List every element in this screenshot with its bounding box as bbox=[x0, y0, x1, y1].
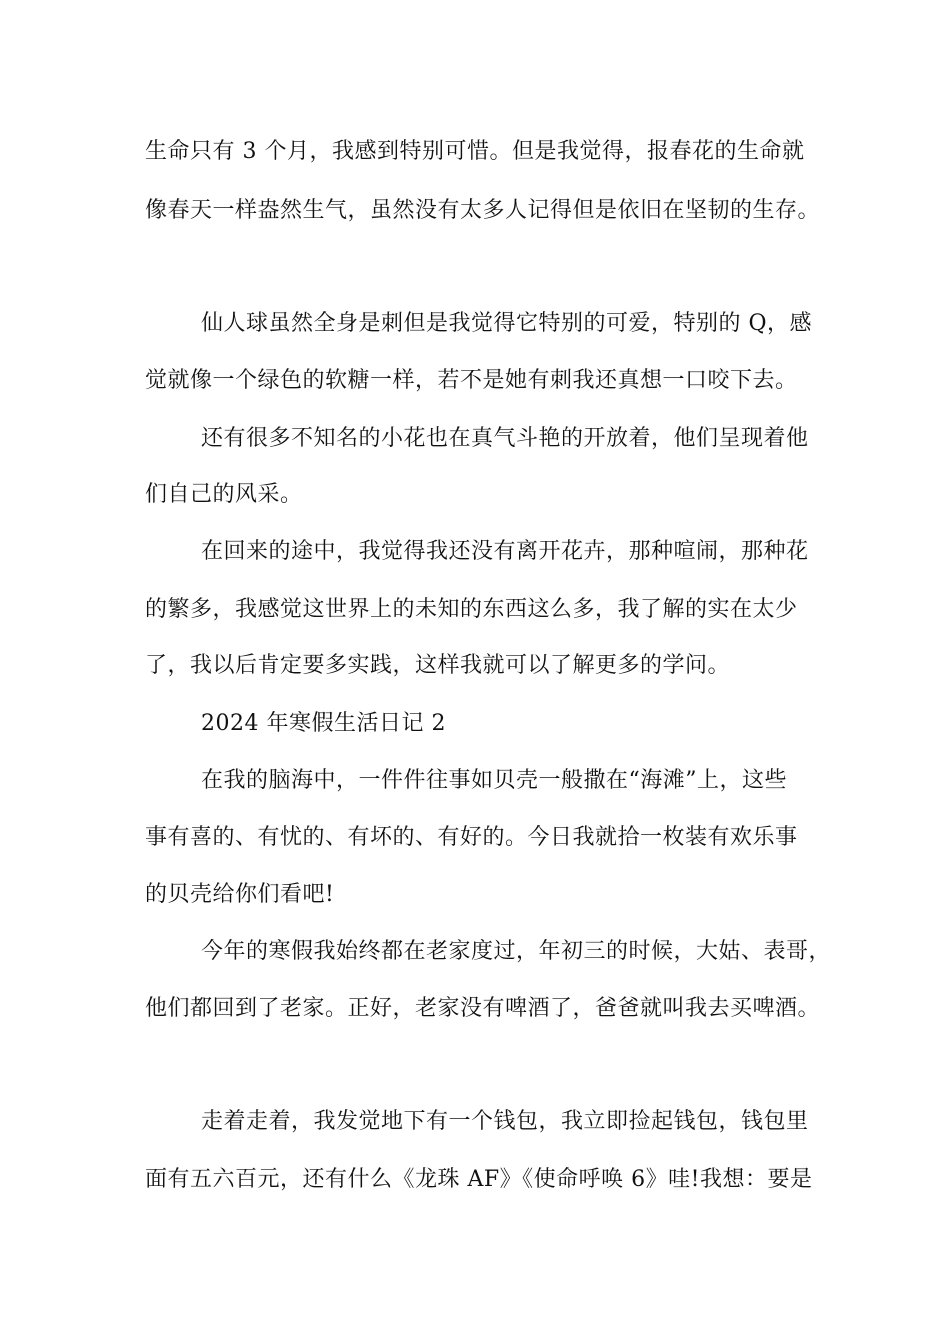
paragraph-7-line-2: 面有五六百元，还有什么《龙珠 AF》《使命呼唤 6》哇!我想：要是 bbox=[145, 1167, 813, 1192]
paragraph-7-line-1: 走着走着，我发觉地下有一个钱包，我立即捡起钱包，钱包里 bbox=[201, 1109, 809, 1134]
paragraph-3-line-1: 还有很多不知名的小花也在真气斗艳的开放着，他们呈现着他 bbox=[201, 426, 809, 451]
paragraph-3-line-2: 们自己的风采。 bbox=[145, 482, 303, 507]
paragraph-5-line-1: 在我的脑海中，一件件往事如贝壳一般撒在“海滩”上，这些 bbox=[201, 768, 787, 793]
paragraph-2-line-2: 觉就像一个绿色的软糖一样，若不是她有刺我还真想一口咬下去。 bbox=[145, 368, 798, 393]
paragraph-5-line-3: 的贝壳给你们看吧! bbox=[145, 882, 335, 907]
paragraph-2-line-1: 仙人球虽然全身是刺但是我觉得它特别的可爱，特别的 Q，感 bbox=[201, 311, 813, 336]
section-heading: 2024 年寒假生活日记 2 bbox=[201, 711, 446, 736]
paragraph-1-line-1: 生命只有 3 个月，我感到特别可惜。但是我觉得，报春花的生命就 bbox=[145, 139, 805, 164]
paragraph-4-line-2: 的繁多，我感觉这世界上的未知的东西这么多，我了解的实在太少 bbox=[145, 597, 798, 622]
paragraph-6-line-2: 他们都回到了老家。正好，老家没有啤酒了，爸爸就叫我去买啤酒。 bbox=[145, 996, 821, 1021]
paragraph-4-line-1: 在回来的途中，我觉得我还没有离开花卉，那种喧闹，那种花 bbox=[201, 539, 809, 564]
paragraph-1-line-2: 像春天一样盎然生气，虽然没有太多人记得但是依旧在坚韧的生存。 bbox=[145, 198, 821, 223]
paragraph-5-line-2: 事有喜的、有忧的、有坏的、有好的。今日我就拾一枚装有欢乐事 bbox=[145, 825, 798, 850]
paragraph-6-line-1: 今年的寒假我始终都在老家度过，年初三的时候，大姑、表哥， bbox=[201, 939, 832, 964]
paragraph-4-line-3: 了，我以后肯定要多实践，这样我就可以了解更多的学问。 bbox=[145, 653, 731, 678]
